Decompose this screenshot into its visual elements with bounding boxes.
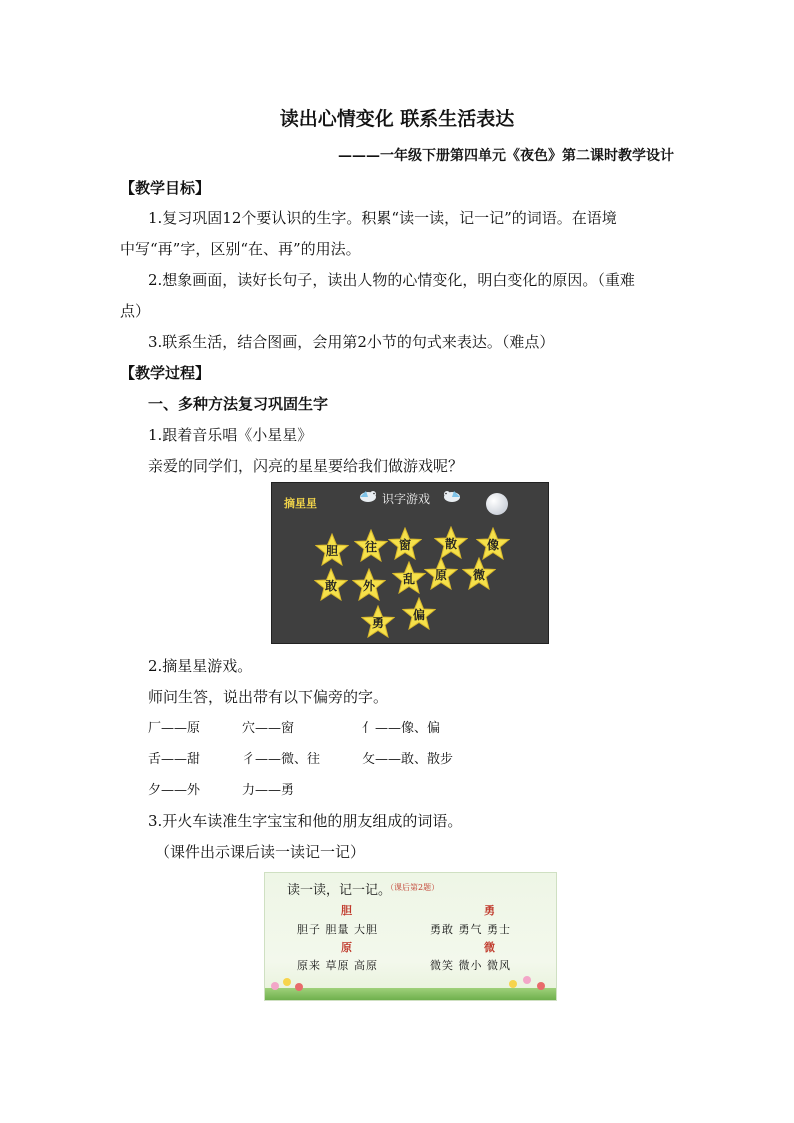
- star-char: 散: [444, 537, 457, 551]
- part-one-heading: 一、多种方法复习巩固生字: [148, 395, 329, 413]
- card-heading: 读一读，记一记。: [287, 883, 392, 898]
- star-char: 往: [364, 540, 377, 554]
- card-words: 胆子 胆量 大胆: [297, 923, 378, 936]
- radical-item: 厂——原: [148, 721, 201, 736]
- star-char: 外: [362, 579, 375, 593]
- step-one: 1.跟着音乐唱《小星星》: [148, 426, 313, 444]
- step-two: 2.摘星星游戏。: [148, 657, 253, 675]
- star-item[interactable]: [315, 533, 349, 567]
- process-heading: 【教学过程】: [120, 364, 211, 382]
- step-three-text: （课件出示课后读一读记一记）: [155, 843, 366, 861]
- star-char: 胆: [325, 544, 338, 558]
- goal-line: 点）: [120, 302, 151, 320]
- star-char: 敢: [324, 579, 337, 593]
- star-char: 微: [472, 568, 485, 582]
- flower-icon: [283, 978, 291, 986]
- game-label: 摘星星: [284, 497, 317, 510]
- radical-item: 夕——外: [148, 783, 201, 798]
- card-char: 胆: [341, 904, 352, 917]
- radical-item: 穴——窗: [242, 721, 295, 736]
- star-item[interactable]: [424, 557, 458, 591]
- goal-line: 中写“再”字，区别“在、再”的用法。: [120, 240, 361, 258]
- star-char: 像: [486, 538, 499, 552]
- flower-icon: [295, 983, 303, 991]
- game-title: 识字游戏: [382, 492, 431, 506]
- read-remember-card: [264, 872, 557, 1001]
- flower-icon: [509, 980, 517, 988]
- goals-heading: 【教学目标】: [120, 179, 211, 197]
- grass-decoration: [265, 988, 556, 1000]
- star-item[interactable]: [462, 557, 496, 591]
- document-title: 读出心情变化 联系生活表达: [279, 108, 515, 130]
- star-char: 原: [434, 568, 447, 582]
- flower-icon: [537, 982, 545, 990]
- step-two-text: 师问生答，说出带有以下偏旁的字。: [148, 688, 389, 706]
- star-char: 勇: [371, 616, 384, 630]
- star-item[interactable]: [434, 526, 468, 560]
- bird-icon: [442, 489, 462, 503]
- card-words: 微笑 微小 微风: [430, 959, 511, 972]
- star-item[interactable]: [402, 597, 436, 631]
- radical-item: 力——勇: [242, 783, 295, 798]
- goal-line: 2.想象画面，读好长句子，读出人物的心情变化，明白变化的原因。（重难: [148, 271, 635, 289]
- radical-item: 舌——甜: [148, 752, 201, 767]
- moon-icon: [486, 493, 508, 515]
- radical-item: 彳——微、往: [242, 752, 321, 767]
- bird-icon: [358, 489, 378, 503]
- star-item[interactable]: [352, 568, 386, 602]
- card-words: 原来 草原 高原: [297, 959, 378, 972]
- flower-icon: [271, 982, 279, 990]
- star-item[interactable]: [314, 568, 348, 602]
- document-subtitle: ———一年级下册第四单元《夜色》第二课时教学设计: [338, 148, 674, 164]
- star-char: 偏: [412, 608, 425, 622]
- radical-item: 攵——敢、散步: [362, 752, 454, 767]
- card-char: 原: [341, 941, 352, 954]
- flower-icon: [523, 976, 531, 984]
- radical-item: 亻——像、偏: [362, 721, 441, 736]
- star-char: 窗: [398, 538, 411, 552]
- star-item[interactable]: [476, 527, 510, 561]
- star-item[interactable]: [361, 605, 395, 639]
- goal-line: 1.复习巩固12个要认识的生字。积累“读一读，记一记”的词语。在语境: [148, 209, 617, 227]
- step-three: 3.开火车读准生字宝宝和他的朋友组成的词语。: [148, 812, 463, 830]
- step-one-text: 亲爱的同学们，闪亮的星星要给我们做游戏呢？: [148, 457, 464, 475]
- star-item[interactable]: [354, 529, 388, 563]
- star-item[interactable]: [392, 561, 426, 595]
- star-item[interactable]: [388, 527, 422, 561]
- star-char: 乱: [402, 572, 415, 586]
- card-note: （课后第2题）: [386, 883, 440, 892]
- card-char: 勇: [484, 904, 495, 917]
- star-game-image: [271, 482, 549, 644]
- card-words: 勇敢 勇气 勇士: [430, 923, 511, 936]
- card-char: 微: [484, 941, 495, 954]
- goal-line: 3.联系生活，结合图画，会用第2小节的句式来表达。（难点）: [148, 333, 555, 351]
